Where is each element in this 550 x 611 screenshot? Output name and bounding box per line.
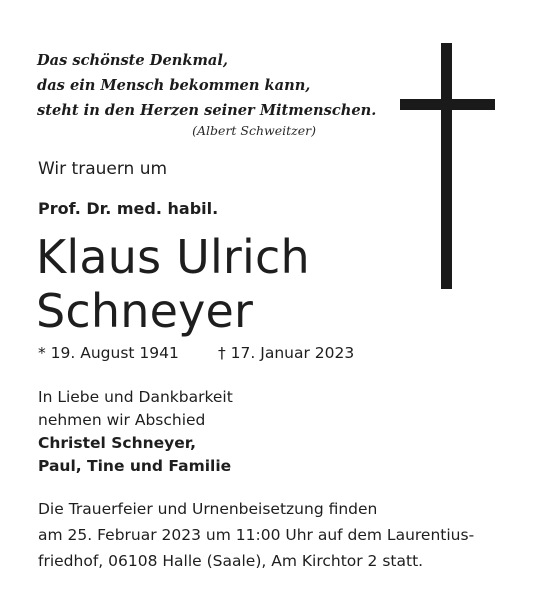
mourners-names — [38, 432, 231, 478]
farewell-line: nehmen wir Abschied — [38, 411, 206, 429]
service-line: friedhof, 06108 Halle (Saale), Am Kirchtor 2 statt. — [38, 552, 424, 570]
cross-horizontal-bar — [400, 99, 495, 110]
mourner-line: Christel Schneyer, — [38, 434, 197, 452]
quote-author: (Albert Schweitzer) — [192, 123, 316, 138]
epitaph-quote — [37, 48, 376, 123]
funeral-service-info — [38, 496, 474, 574]
academic-title: Prof. Dr. med. habil. — [38, 199, 219, 218]
quote-line: das ein Mensch bekommen kann, — [37, 77, 311, 94]
death-date: † 17. Januar 2023 — [218, 344, 355, 362]
mourning-intro: Wir trauern um — [38, 159, 168, 179]
farewell-line: In Liebe und Dankbarkeit — [38, 388, 233, 406]
quote-line: Das schönste Denkmal, — [37, 52, 228, 69]
deceased-first-names: Klaus Ulrich — [36, 230, 310, 284]
mourner-line: Paul, Tine und Familie — [38, 457, 232, 475]
farewell-text — [38, 386, 233, 432]
service-line: am 25. Februar 2023 um 11:00 Uhr auf dem Laurentius- — [38, 526, 475, 544]
birth-date: * 19. August 1941 — [38, 344, 179, 362]
deceased-last-name: Schneyer — [36, 284, 254, 338]
cross-vertical-bar — [441, 43, 452, 289]
quote-line: steht in den Herzen seiner Mitmenschen. — [37, 102, 377, 119]
service-line: Die Trauerfeier und Urnenbeisetzung finden — [38, 500, 378, 518]
